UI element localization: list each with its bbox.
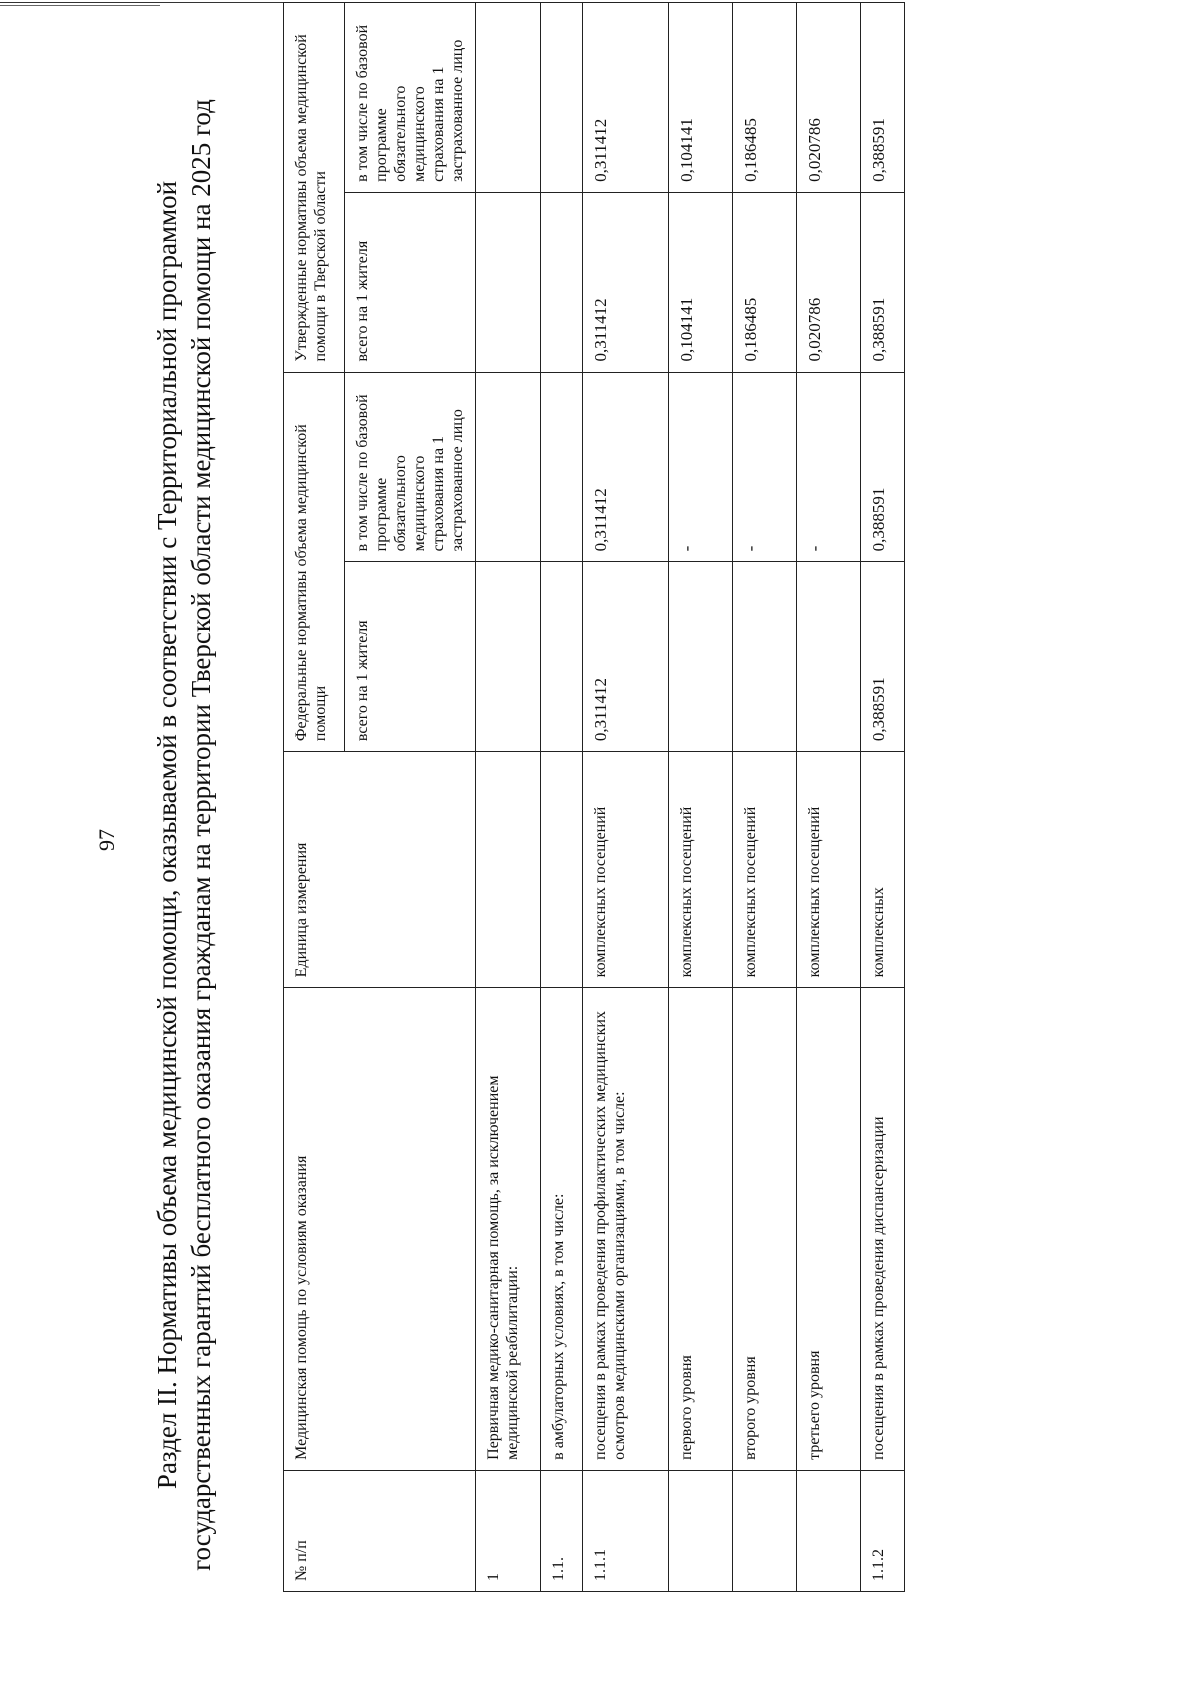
cell-fed-oms: 0,388591 (861, 372, 905, 562)
cell-name: в амбулаторных условиях, в том числе: (541, 988, 583, 1471)
cell-app-oms: 0,311412 (583, 3, 669, 193)
cell-app-oms: 0,186485 (733, 3, 797, 193)
cell-app-total (476, 192, 541, 372)
header-approved-group: Утвержденные нормативы объема медицинской помощи в Тверской области (284, 3, 345, 373)
cell-fed-total (733, 562, 797, 752)
table-row (669, 3, 733, 1592)
cell-no: 1.1. (541, 1470, 583, 1591)
cell-fed-total (797, 562, 861, 752)
header-app-per-resident: всего на 1 жителя (345, 192, 476, 372)
cell-app-oms (541, 3, 583, 193)
cell-unit: комплексных посещений (669, 752, 733, 988)
section-title: Раздел II. Нормативы объема медицинской помощи, оказываемой в соответствии с Территориальной программой государственных гарантий бесплатного оказания гражданам на территории Тверской области медицинской помощи на 2025 год (152, 99, 216, 1571)
header-row-1 (284, 3, 345, 1592)
cell-no: 1.1.1 (583, 1470, 669, 1591)
cell-app-total: 0,388591 (861, 192, 905, 372)
header-unit: Единица измерения (284, 752, 476, 988)
table-row (797, 3, 861, 1592)
cell-fed-oms (476, 372, 541, 562)
cell-app-total: 0,311412 (583, 192, 669, 372)
cell-no (733, 1470, 797, 1591)
cell-name: второго уровня (733, 988, 797, 1471)
header-name: Медицинская помощь по условиям оказания (284, 988, 476, 1471)
cell-unit (541, 752, 583, 988)
table-container (283, 0, 905, 1592)
table-row (583, 3, 669, 1592)
cell-app-oms: 0,020786 (797, 3, 861, 193)
cell-unit: комплексных посещений (797, 752, 861, 988)
cell-no (669, 1470, 733, 1591)
cell-name: первого уровня (669, 988, 733, 1471)
cell-fed-oms: - (797, 372, 861, 562)
cell-name: посещения в рамках проведения диспансеризации (861, 988, 905, 1471)
cell-fed-oms: - (733, 372, 797, 562)
cell-app-total: 0,104141 (669, 192, 733, 372)
page-number: 97 (94, 829, 119, 851)
cell-app-total: 0,020786 (797, 192, 861, 372)
cell-fed-oms (541, 372, 583, 562)
table-row (861, 3, 905, 1592)
cell-no (797, 1470, 861, 1591)
table-row (541, 3, 583, 1592)
cell-app-oms: 0,388591 (861, 3, 905, 193)
cell-fed-total: 0,311412 (583, 562, 669, 752)
cell-name: посещения в рамках проведения профилактических медицинских осмотров медицинскими организациями, в том числе: (583, 988, 669, 1471)
header-fed-per-resident: всего на 1 жителя (345, 562, 476, 752)
table-row (476, 3, 541, 1592)
table-row (733, 3, 797, 1592)
cell-fed-oms: - (669, 372, 733, 562)
cell-fed-total (476, 562, 541, 752)
cell-unit: комплексных посещений (583, 752, 669, 988)
cell-app-total (541, 192, 583, 372)
cell-unit (476, 752, 541, 988)
norms-table (283, 2, 905, 1592)
cell-no: 1 (476, 1470, 541, 1591)
cell-unit: комплексных (861, 752, 905, 988)
cell-app-oms: 0,104141 (669, 3, 733, 193)
cell-name: третьего уровня (797, 988, 861, 1471)
cell-no: 1.1.2 (861, 1470, 905, 1591)
header-federal-group: Федеральные нормативы объема медицинской помощи (284, 372, 345, 752)
cell-app-total: 0,186485 (733, 192, 797, 372)
header-fed-per-insured: в том числе по базовой программе обязательного медицинского страхования на 1 застрахованное лицо (345, 372, 476, 562)
cell-fed-total (669, 562, 733, 752)
cell-fed-oms: 0,311412 (583, 372, 669, 562)
header-no: № п/п (284, 1470, 476, 1591)
header-app-per-insured: в том числе по базовой программе обязательного медицинского страхования на 1 застрахованное лицо (345, 3, 476, 193)
cell-unit: комплексных посещений (733, 752, 797, 988)
cell-fed-total: 0,388591 (861, 562, 905, 752)
cell-name: Первичная медико-санитарная помощь, за исключением медицинской реабилитации: (476, 988, 541, 1471)
cell-fed-total (541, 562, 583, 752)
cell-app-oms (476, 3, 541, 193)
